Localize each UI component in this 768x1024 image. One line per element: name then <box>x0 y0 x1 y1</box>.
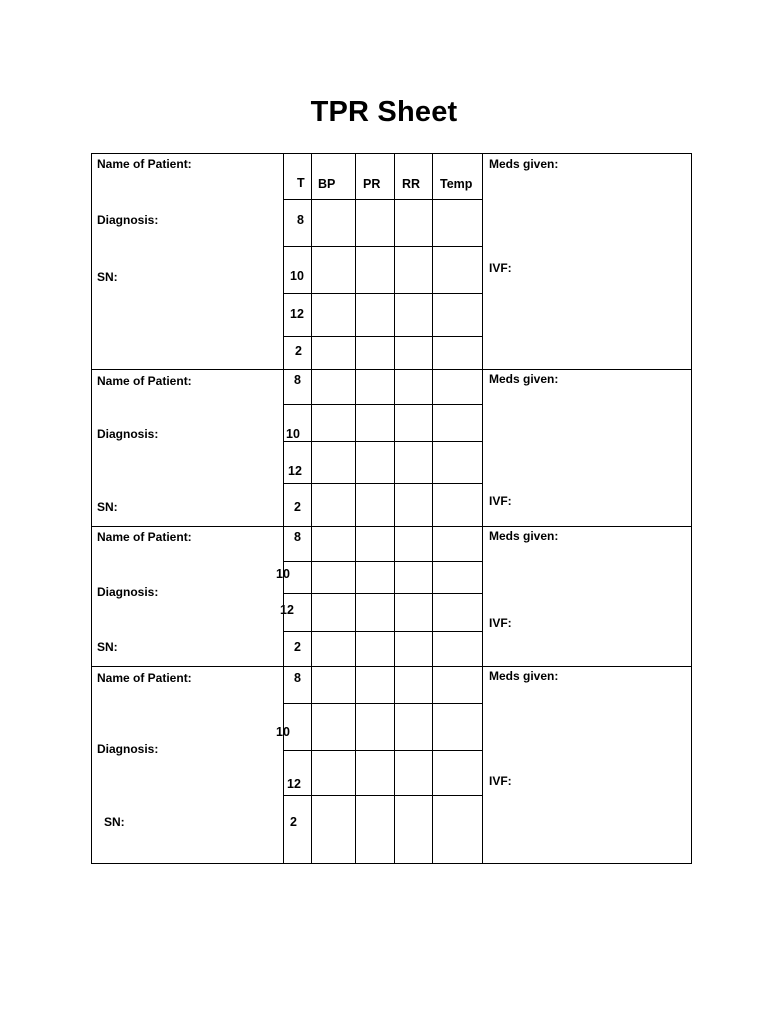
diagnosis-label: Diagnosis: <box>97 742 159 756</box>
row-line <box>283 404 483 405</box>
table-border-right <box>691 153 692 864</box>
time-label: 2 <box>290 815 297 829</box>
time-label: 12 <box>288 464 302 478</box>
meds-given-label: Meds given: <box>489 669 559 683</box>
block-separator <box>91 369 692 370</box>
sn-label: SN: <box>97 500 118 514</box>
column-header-rr: RR <box>402 177 421 191</box>
diagnosis-label: Diagnosis: <box>97 427 159 441</box>
page-title: TPR Sheet <box>310 96 458 128</box>
time-label: 10 <box>276 725 290 739</box>
row-line <box>283 593 483 594</box>
column-header-temp: Temp <box>440 177 473 191</box>
patient-name-label: Name of Patient: <box>97 157 192 171</box>
column-line-bp-left <box>311 153 312 864</box>
row-line <box>283 293 483 294</box>
diagnosis-label: Diagnosis: <box>97 213 159 227</box>
column-header-bp: BP <box>318 177 336 191</box>
column-line-rr-left <box>394 153 395 864</box>
row-line <box>283 246 483 247</box>
time-label: 8 <box>297 213 304 227</box>
time-label: 8 <box>294 671 301 685</box>
time-label: 8 <box>294 373 301 387</box>
sn-label: SN: <box>97 270 118 284</box>
row-line <box>283 199 483 200</box>
table-border-bottom <box>91 863 692 864</box>
column-line-temp-left <box>432 153 433 864</box>
sn-label: SN: <box>104 815 125 829</box>
block-separator <box>91 526 692 527</box>
time-label: 2 <box>294 640 301 654</box>
row-line <box>283 561 483 562</box>
meds-given-label: Meds given: <box>489 372 559 386</box>
row-line <box>283 750 483 751</box>
ivf-label: IVF: <box>489 616 512 630</box>
column-line-meds-left <box>482 153 483 864</box>
row-line <box>283 336 483 337</box>
block-separator <box>91 666 692 667</box>
ivf-label: IVF: <box>489 774 512 788</box>
patient-name-label: Name of Patient: <box>97 671 192 685</box>
time-label: 12 <box>290 307 304 321</box>
column-header-pr: PR <box>363 177 381 191</box>
row-line <box>283 703 483 704</box>
meds-given-label: Meds given: <box>489 157 559 171</box>
time-label: 10 <box>286 427 300 441</box>
table-border-top <box>91 153 692 154</box>
sn-label: SN: <box>97 640 118 654</box>
time-label: 12 <box>280 603 294 617</box>
ivf-label: IVF: <box>489 261 512 275</box>
table-border-left <box>91 153 92 864</box>
column-line-t-left <box>283 153 284 864</box>
row-line <box>283 483 483 484</box>
time-label: 2 <box>294 500 301 514</box>
time-label: 10 <box>276 567 290 581</box>
patient-name-label: Name of Patient: <box>97 530 192 544</box>
meds-given-label: Meds given: <box>489 529 559 543</box>
row-line <box>283 441 483 442</box>
column-header-t: T <box>297 176 305 190</box>
row-line <box>283 795 483 796</box>
time-label: 10 <box>290 269 304 283</box>
row-line <box>283 631 483 632</box>
patient-name-label: Name of Patient: <box>97 374 192 388</box>
ivf-label: IVF: <box>489 494 512 508</box>
column-line-pr-left <box>355 153 356 864</box>
time-label: 2 <box>295 344 302 358</box>
diagnosis-label: Diagnosis: <box>97 585 159 599</box>
time-label: 8 <box>294 530 301 544</box>
time-label: 12 <box>287 777 301 791</box>
